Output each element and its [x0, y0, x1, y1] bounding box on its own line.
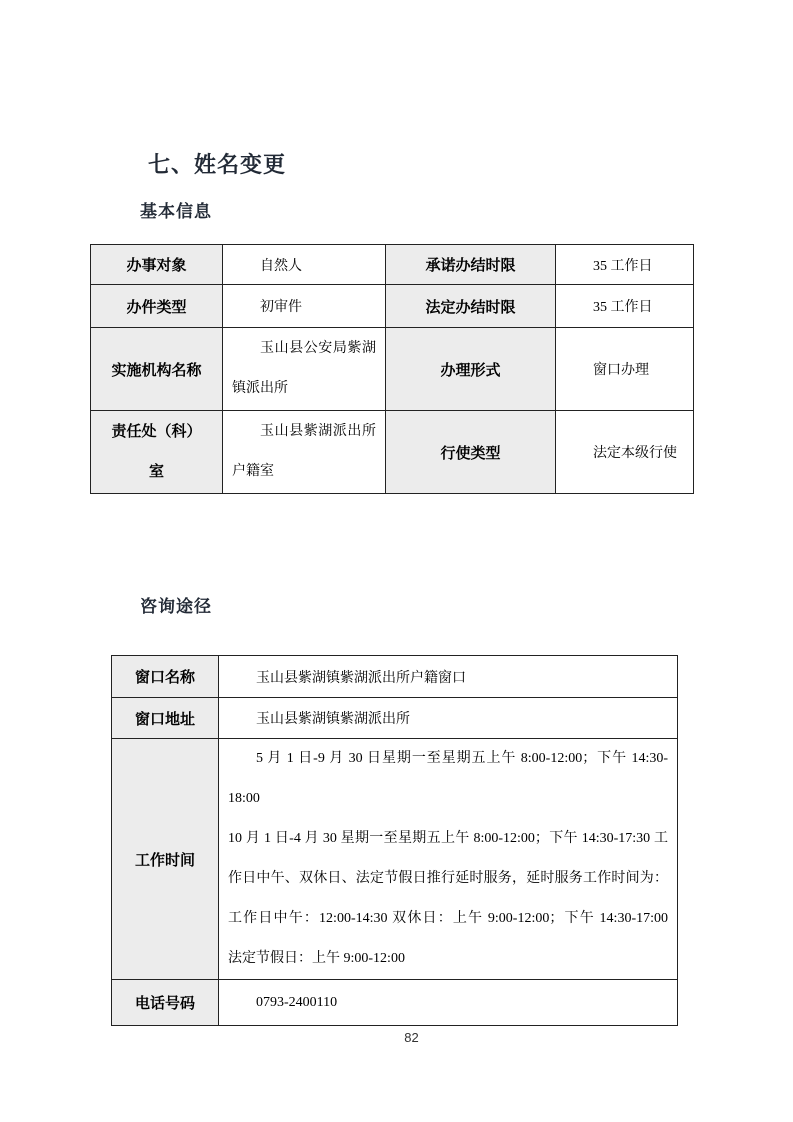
table-row	[112, 698, 678, 739]
label-cell-working-hours: 工作时间	[112, 739, 219, 980]
table-row	[112, 739, 678, 980]
value-cell-working-hours: 5 月 1 日-9 月 30 日星期一至星期五上午 8:00-12:00；下午 14:30-18:00 10 月 1 日-4 月 30 星期一至星期五上午 8:00-12:00；下午 14:30-17:30 工 作日中午、双休日、法定节假日推行延时服务，延时服务工作时间为： 工作日中午：12:00-14:30 双休日：上午 9:00-12:00；下午 14:30-17:00 法定节假日：上午 9:00-12:00	[219, 739, 678, 980]
label-cell-exercise-type: 行使类型	[386, 411, 556, 494]
value-cell-window-name: 玉山县紫湖镇紫湖派出所户籍窗口	[219, 656, 678, 698]
label-cell-window-name: 窗口名称	[112, 656, 219, 698]
label-cell-phone-number: 电话号码	[112, 980, 219, 1026]
value-cell-applicant-type: 自然人	[223, 245, 386, 285]
page-title: 七、姓名变更	[148, 152, 287, 177]
value-cell-implementing-agency: 玉山县公安局紫湖 镇派出所	[223, 328, 386, 411]
label-cell-case-type: 办件类型	[91, 285, 223, 328]
section-heading-consult-channels: 咨询途径	[140, 597, 212, 616]
label-cell-responsible-office: 责任处（科） 室	[91, 411, 223, 494]
label-cell-handling-form: 办理形式	[386, 328, 556, 411]
table-row	[91, 411, 694, 494]
label-cell-implementing-agency: 实施机构名称	[91, 328, 223, 411]
value-cell-statutory-time-limit: 35 工作日	[556, 285, 694, 328]
value-cell-responsible-office: 玉山县紫湖派出所 户籍室	[223, 411, 386, 494]
label-cell-window-address: 窗口地址	[112, 698, 219, 739]
label-cell-statutory-time-limit: 法定办结时限	[386, 285, 556, 328]
value-cell-promised-time-limit: 35 工作日	[556, 245, 694, 285]
basic-info-table	[90, 244, 694, 494]
table-row	[112, 980, 678, 1026]
table-row	[91, 285, 694, 328]
table-row	[112, 656, 678, 698]
table-row	[91, 245, 694, 285]
label-cell-promised-time-limit: 承诺办结时限	[386, 245, 556, 285]
value-cell-window-address: 玉山县紫湖镇紫湖派出所	[219, 698, 678, 739]
table-row	[91, 328, 694, 411]
consult-channels-table	[111, 655, 678, 1026]
value-cell-exercise-type: 法定本级行使	[556, 411, 694, 494]
value-cell-handling-form: 窗口办理	[556, 328, 694, 411]
label-cell-applicant-type: 办事对象	[91, 245, 223, 285]
value-cell-phone-number: 0793-2400110	[219, 980, 678, 1026]
value-cell-case-type: 初审件	[223, 285, 386, 328]
page-number: 82	[404, 1030, 419, 1045]
section-heading-basic-info: 基本信息	[140, 202, 212, 221]
